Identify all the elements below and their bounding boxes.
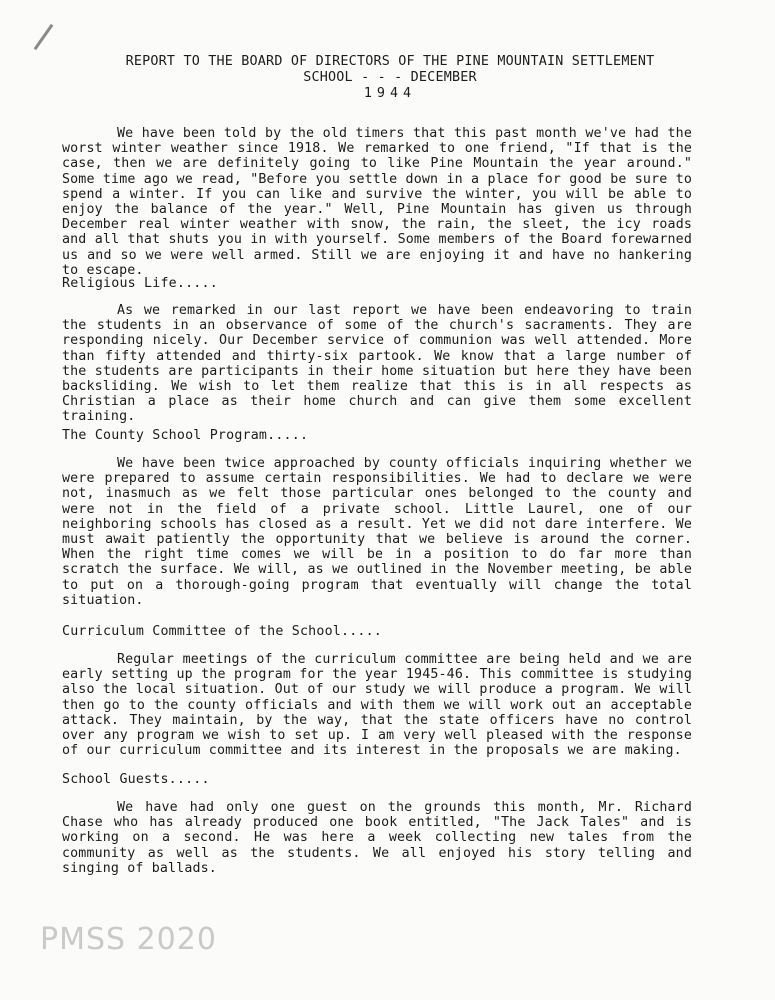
county-school-paragraph: We have been twice approached by county officials inquiring whether we were prepared to assume certain responsibilities. We had to declare we were not, inasmuch as we felt those particular ones belonged to the county and were not in the field of a private school. Little Laurel, one of our neighboring schools has closed as a result. Yet we did not dare interfere. We must await patiently the opportunity that we believe is around the corner. When the right time comes we will be in a position to do far more than scratch the surface. We will, as we outlined in the November meeting, be able to put on a thorough-going program that eventually will change the total situation. [62, 456, 692, 608]
religious-life-paragraph: As we remarked in our last report we have been endeavoring to train the students in an observance of some of the church's sacraments. They are responding nicely. Our December service of communion was well attended. More than fifty attended and thirty-six partook. We know that a large number of the students are participants in their home situation but here they have been backsliding. We wish to let them realize that this is in all respects as Christian a place as their home church and can give them some excellent training. [62, 303, 692, 425]
school-guests-paragraph: We have had only one guest on the grounds this month, Mr. Richard Chase who has already produced one book entitled, "The Jack Tales" and is working on a second. He was here a week collecting new tales from the community as well as the students. We all enjoyed his story telling and singing of ballads. [62, 800, 692, 876]
section-heading-religious-life: Religious Life..... [62, 276, 218, 291]
intro-paragraph: We have been told by the old timers that this past month we've had the worst winter weather since 1918. We remarked to one friend, "If that is the case, then we are definitely going to like Pine Mountain the year around." Some time ago we read, "Before you settle down in a place for good be sure to spend a winter. If you can like and survive the winter, you will be able to enjoy the balance of the year." Well, Pine Mountain has given us through December real winter weather with snow, the rain, the sleet, the icy roads and all that shuts you in with yourself. Some members of the Board forewarned us and so we were well armed. Still we are enjoying it and have no hankering to escape. [62, 126, 692, 278]
curriculum-paragraph: Regular meetings of the curriculum committee are being held and we are early setting up the program for the year 1945-46. This committee is studying also the local situation. Out of our study we will produce a program. We will then go to the county officials and with them we will work out an acceptable attack. They maintain, by the way, that the state officers have no control over any program we wish to set up. I am very well pleased with the response of our curriculum committee and its interest in the proposals we are making. [62, 652, 692, 759]
report-subtitle: SCHOOL - - - DECEMBER [303, 70, 477, 85]
section-heading-county-school: The County School Program..... [62, 428, 309, 443]
pencil-mark [34, 24, 54, 50]
report-year: 1944 [363, 86, 417, 101]
report-title: REPORT TO THE BOARD OF DIRECTORS OF THE PINE MOUNTAIN SETTLEMENT [125, 54, 655, 69]
section-heading-school-guests: School Guests..... [62, 772, 210, 787]
archive-watermark: PMSS 2020 [40, 922, 217, 957]
report-header [60, 54, 720, 102]
section-heading-curriculum: Curriculum Committee of the School..... [62, 624, 383, 639]
